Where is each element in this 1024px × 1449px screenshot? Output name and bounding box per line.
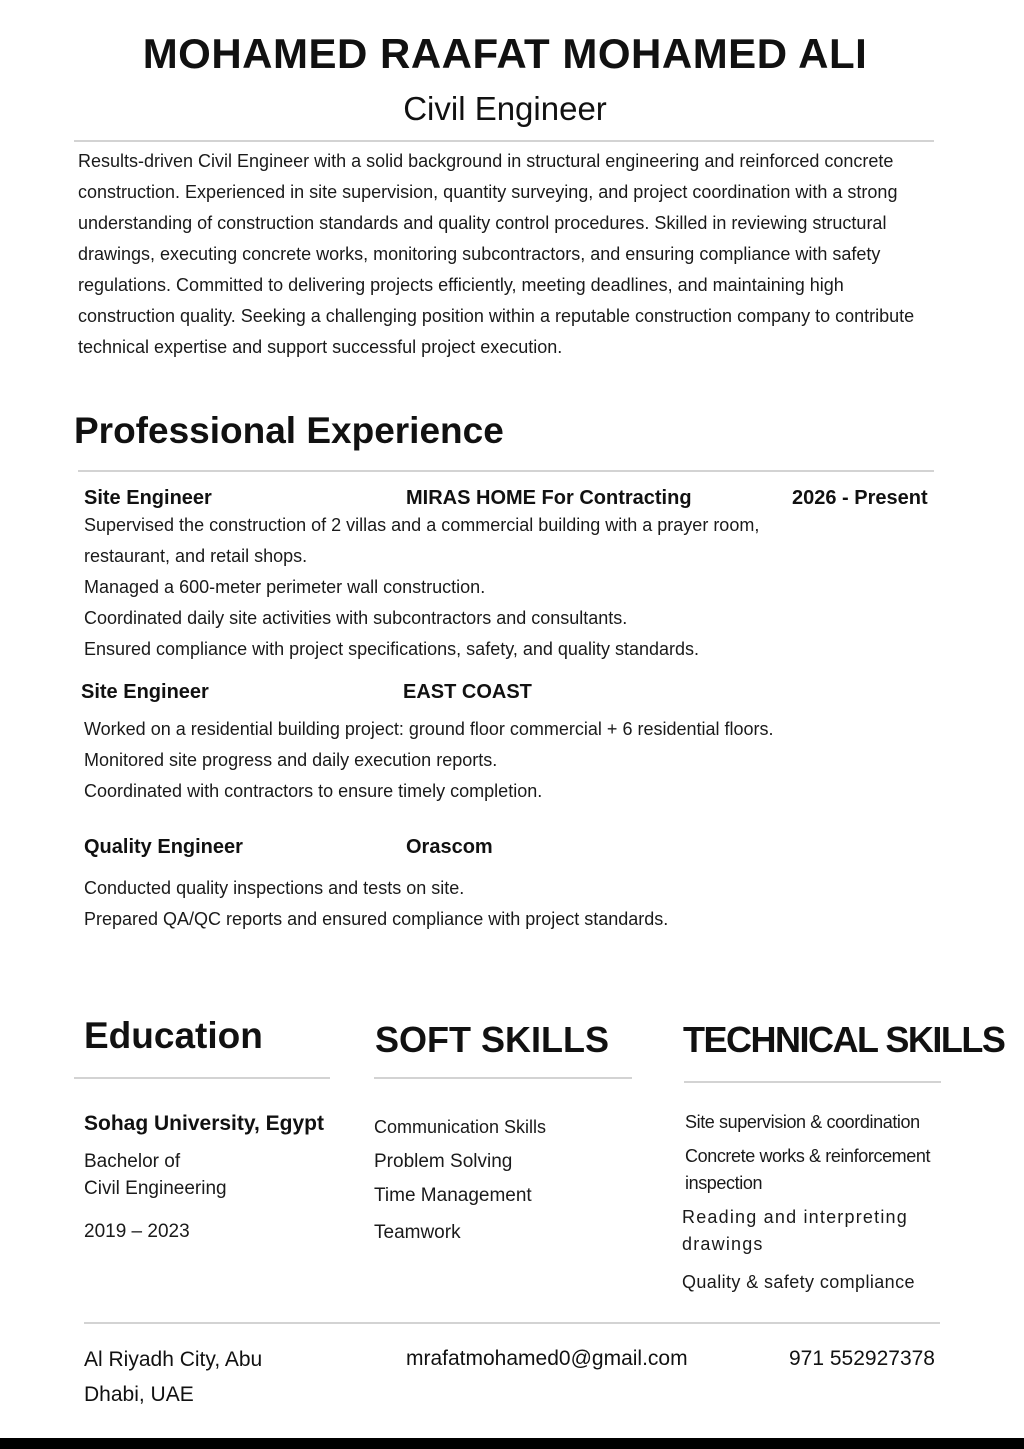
soft-skills-divider bbox=[374, 1077, 632, 1079]
job-bullet: Worked on a residential building project: ground floor commercial + 6 residential floors. bbox=[84, 719, 774, 739]
education-heading: Education bbox=[84, 1015, 263, 1056]
technical-skill-item: Site supervision & coordination bbox=[685, 1112, 920, 1132]
education-divider bbox=[74, 1077, 330, 1079]
job-role: Site Engineer bbox=[81, 681, 209, 703]
technical-skill-item: Reading and interpreting bbox=[682, 1207, 908, 1227]
technical-skill-item: drawings bbox=[682, 1234, 764, 1254]
soft-skill-item: Teamwork bbox=[374, 1222, 461, 1243]
contact-phone[interactable]: 971 552927378 bbox=[789, 1347, 935, 1370]
soft-skill-item: Communication Skills bbox=[374, 1117, 547, 1137]
job-role: Quality Engineer bbox=[84, 836, 243, 858]
soft-skill-item: Time Management bbox=[374, 1185, 532, 1206]
bottom-bar bbox=[0, 1438, 1024, 1449]
technical-skill-item: inspection bbox=[685, 1173, 763, 1193]
job-bullet: Prepared QA/QC reports and ensured compliance with project standards. bbox=[84, 909, 669, 929]
candidate-name: MOHAMED RAAFAT MOHAMED ALI bbox=[142, 30, 868, 77]
job-title: Civil Engineer bbox=[403, 90, 607, 127]
soft-skill-item: Problem Solving bbox=[374, 1151, 513, 1172]
technical-skills-divider bbox=[684, 1081, 941, 1083]
job-bullet: Managed a 600-meter perimeter wall construction. bbox=[84, 577, 486, 597]
job-bullet: Supervised the construction of 2 villas and a commercial building with a prayer room, bbox=[84, 515, 760, 535]
job-bullet: Coordinated with contractors to ensure timely completion. bbox=[84, 781, 543, 801]
job-company: MIRAS HOME For Contracting bbox=[406, 487, 692, 509]
education-school: Sohag University, Egypt bbox=[84, 1112, 324, 1135]
experience-heading: Professional Experience bbox=[74, 410, 504, 451]
contact-email[interactable]: mrafatmohamed0@gmail.com bbox=[406, 1347, 688, 1370]
contact-address: Al Riyadh City, Abu bbox=[84, 1348, 263, 1371]
education-years: 2019 – 2023 bbox=[84, 1221, 190, 1242]
job-bullet: Conducted quality inspections and tests on site. bbox=[84, 878, 465, 898]
job-company: Orascom bbox=[406, 836, 493, 858]
footer-divider bbox=[84, 1322, 940, 1324]
job-company: EAST COAST bbox=[403, 681, 532, 703]
experience-divider bbox=[78, 470, 934, 472]
technical-skill-item: Quality & safety compliance bbox=[682, 1272, 915, 1292]
header-divider bbox=[74, 140, 934, 142]
job-role: Site Engineer bbox=[84, 487, 212, 509]
job-bullet: Ensured compliance with project specifications, safety, and quality standards. bbox=[84, 639, 699, 659]
education-degree: Bachelor of bbox=[84, 1151, 181, 1172]
job-bullet: restaurant, and retail shops. bbox=[84, 546, 308, 566]
job-dates: 2026 - Present bbox=[792, 487, 928, 509]
technical-skill-item: Concrete works & reinforcement bbox=[685, 1146, 931, 1166]
job-bullet: Coordinated daily site activities with subcontractors and consultants. bbox=[84, 608, 628, 628]
job-bullet: Monitored site progress and daily execution reports. bbox=[84, 750, 498, 770]
contact-address: Dhabi, UAE bbox=[84, 1383, 194, 1406]
professional-summary: Results-driven Civil Engineer with a solid background in structural engineering and reinforced concrete construction. Experienced in site supervision, quantity surveying, and project coordination with a strong understanding of construction standards and quality control procedures. Skilled in reviewing structural drawings, executing concrete works, monitoring subcontractors, and ensuring compliance with safety regulations. Committed to delivering projects efficiently, meeting deadlines, and maintaining high construction quality. Seeking a challenging position within a reputable construction company to contribute technical expertise and support successful project execution. bbox=[78, 151, 915, 357]
technical-skills-heading: TECHNICAL SKILLS bbox=[683, 1019, 1005, 1060]
education-degree: Civil Engineering bbox=[84, 1178, 227, 1199]
soft-skills-heading: SOFT SKILLS bbox=[375, 1019, 609, 1060]
